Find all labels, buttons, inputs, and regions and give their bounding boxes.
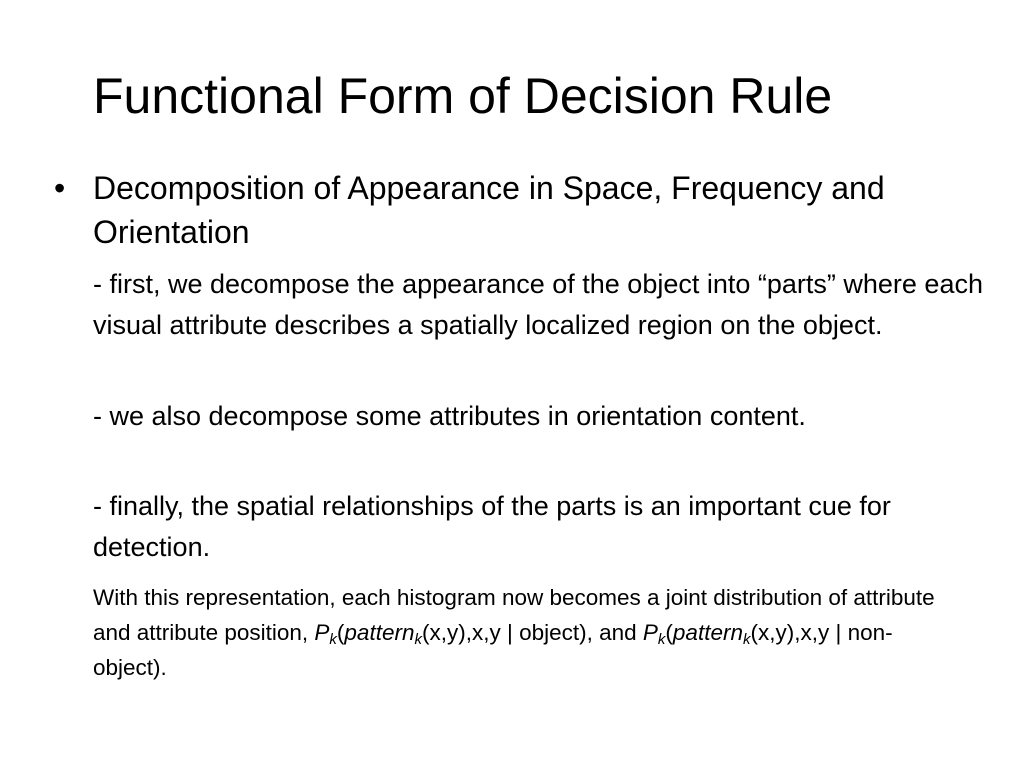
- slide-title: Functional Form of Decision Rule: [93, 68, 833, 124]
- bullet-text: Decomposition of Appearance in Space, Frequency and Orientation: [93, 170, 885, 250]
- k-subscript: k: [329, 631, 337, 648]
- pattern-word: pattern: [344, 620, 415, 645]
- k-subscript: k: [414, 631, 422, 648]
- args-nonobject: (x,y),x,y | non-object).: [93, 620, 893, 680]
- paren-open: (: [336, 620, 345, 645]
- sub-point-1: - first, we decompose the appearance of the object into “parts” where each visual attribute describes a spatially localized region on the object.: [93, 269, 983, 340]
- p-symbol: P: [314, 620, 330, 645]
- args-object: (x,y),x,y | object), and: [421, 620, 643, 645]
- k-subscript: k: [742, 631, 751, 648]
- sub-point-2: - we also decompose some attributes in orientation content.: [93, 401, 806, 431]
- k-subscript: k: [657, 631, 666, 648]
- note-intro: With this representation, each histogram now becomes a joint distribution of attribute and attribute position,: [93, 585, 935, 645]
- bullet-marker: •: [54, 170, 66, 206]
- sub-point-3: - finally, the spatial relationships of the parts is an important cue for detection.: [93, 491, 891, 562]
- pattern-word: pattern: [672, 620, 743, 645]
- p-symbol: P: [642, 620, 658, 645]
- paren-open: (: [665, 620, 673, 645]
- histogram-note: [93, 580, 943, 685]
